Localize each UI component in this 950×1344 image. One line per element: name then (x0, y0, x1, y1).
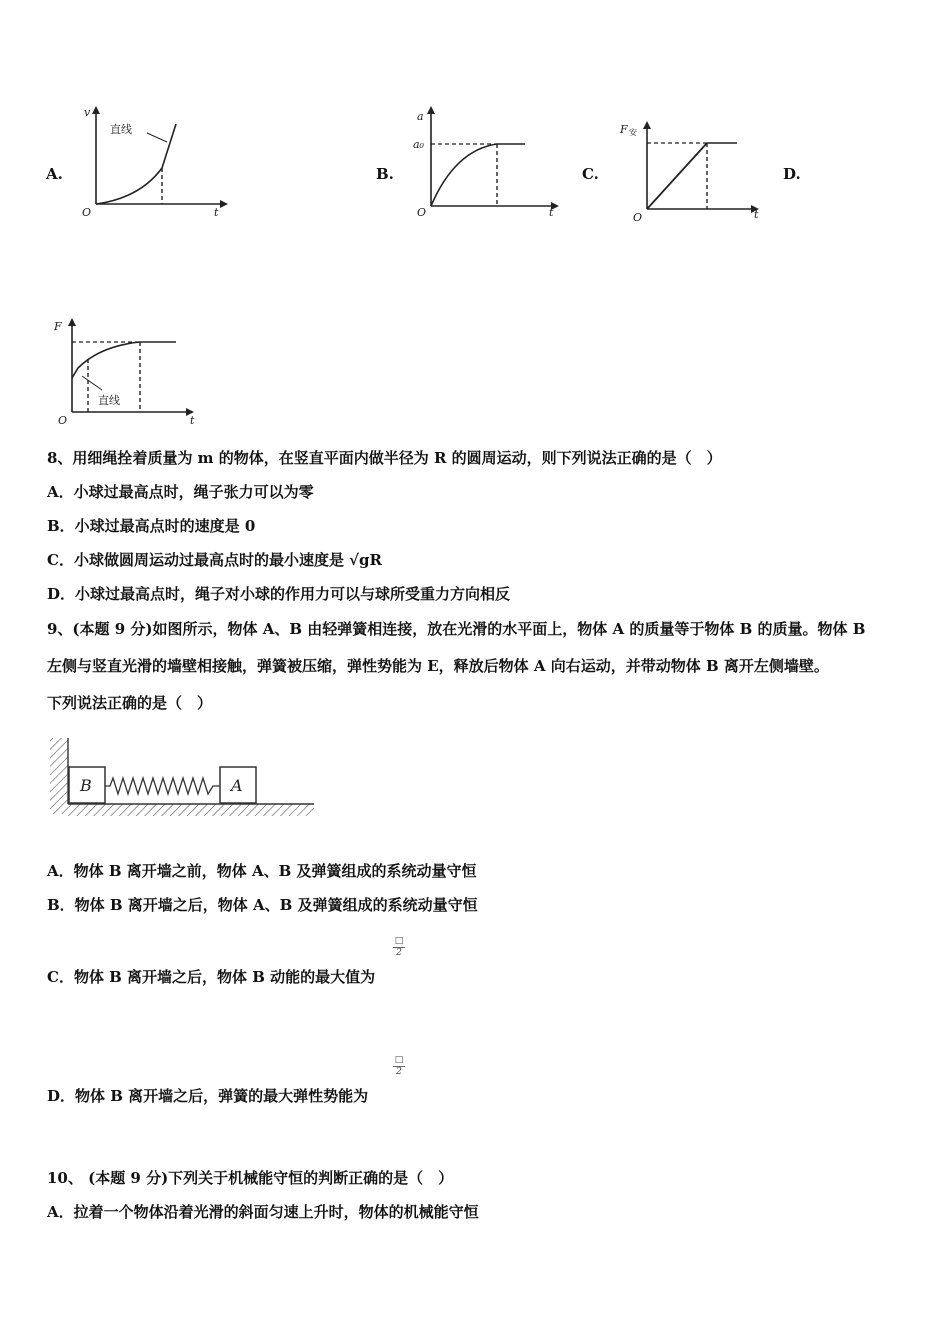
spring-figure (46, 736, 318, 822)
graph-d-y-label: F (54, 320, 62, 333)
graph-c-y-sub: 安 (629, 128, 637, 137)
graph-c-origin: O (633, 211, 643, 224)
graph-a-note: 直线 (110, 123, 132, 136)
q9-stem-line1: 9、(本题 9 分)如图所示，物体 A、B 由轻弹簧相连接，放在光滑的水平面上，物体 A 的质量等于物体 B 的质量。物体 B (47, 620, 866, 638)
block-b-label: B (80, 776, 92, 795)
wall (50, 738, 68, 814)
block-a-label: A (231, 776, 243, 795)
q8-option-d: D．小球过最高点时，绳子对小球的作用力可以与球所受重力方向相反 (47, 585, 511, 603)
q9-stem-line2: 左侧与竖直光滑的墙壁相接触，弹簧被压缩，弹性势能为 E，释放后物体 A 向右运动，并带动物体 B 离开左侧墙壁。 (47, 657, 829, 675)
option-c-label: C. (582, 165, 599, 183)
graph-b-y-label: a (417, 110, 424, 123)
q9-option-c-fraction (393, 936, 405, 959)
q9-option-b: B．物体 B 离开墙之后，物体 A、B 及弹簧组成的系统动量守恒 (47, 896, 478, 914)
option-a-label: A. (46, 165, 63, 183)
q8-option-a: A．小球过最高点时，绳子张力可以为零 (47, 483, 314, 501)
graph-c (617, 115, 767, 225)
spring (105, 778, 220, 794)
option-d-label: D. (783, 165, 801, 183)
q9-option-d: D．物体 B 离开墙之后，弹簧的最大弹性势能为 (47, 1087, 369, 1105)
graph-d (50, 312, 210, 432)
option-b-label: B. (376, 165, 394, 183)
frac-numerator: □ (394, 1055, 404, 1065)
graph-a-origin: O (82, 206, 92, 219)
graph-d-x-label: t (190, 414, 195, 427)
q9-option-a: A．物体 B 离开墙之前，物体 A、B 及弹簧组成的系统动量守恒 (47, 862, 477, 880)
graph-a-x-label: t (214, 206, 219, 219)
q10-option-a: A．拉着一个物体沿着光滑的斜面匀速上升时，物体的机械能守恒 (47, 1203, 479, 1221)
q9-option-d-fraction (393, 1055, 405, 1078)
graph-c-x-label: t (754, 208, 759, 221)
graph-b-x-label: t (549, 206, 554, 219)
graph-b-level: a₀ (413, 138, 424, 151)
floor (68, 804, 314, 816)
graph-d-origin: O (58, 414, 68, 427)
graph-a (70, 100, 230, 225)
graph-b-origin: O (417, 206, 427, 219)
graph-c-y-label: F (620, 123, 628, 136)
frac-numerator: □ (394, 936, 404, 946)
q9-stem-line3: 下列说法正确的是（ ） (47, 694, 213, 712)
graph-a-y-label: v (84, 106, 91, 119)
q10-stem: 10、 (本题 9 分)下列关于机械能守恒的判断正确的是（ ） (47, 1169, 454, 1187)
q9-option-c: C．物体 B 离开墙之后，物体 B 动能的最大值为 (47, 968, 376, 986)
q8-option-b: B．小球过最高点时的速度是 0 (47, 517, 256, 535)
q8-option-c: C．小球做圆周运动过最高点时的最小速度是 √gR (47, 551, 382, 569)
q8-stem: 8、用细绳拴着质量为 m 的物体，在竖直平面内做半径为 R 的圆周运动，则下列说法正确的是（ ） (47, 449, 722, 467)
frac-denominator: 2 (393, 947, 405, 959)
graph-b (405, 100, 565, 225)
frac-denominator: 2 (393, 1066, 405, 1078)
graph-d-note: 直线 (98, 394, 120, 407)
